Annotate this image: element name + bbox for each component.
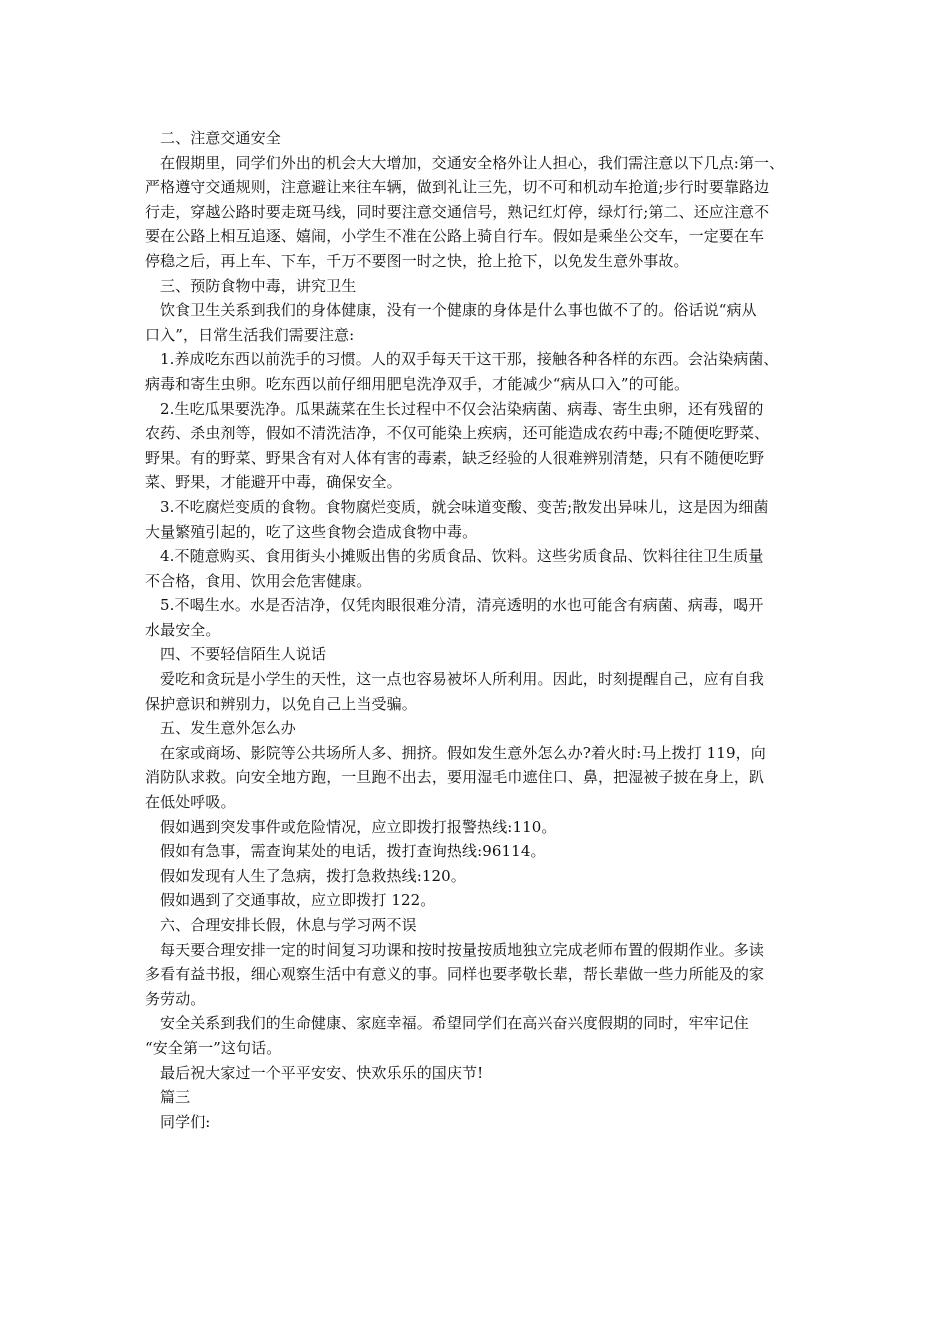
text-line: 5.不喝生水。水是否洁净，仅凭肉眼很难分清，清亮透明的水也可能含有病菌、病毒，喝开: [160, 596, 764, 615]
text-line: 在低处呼吸。: [145, 793, 236, 812]
text-line: 在家或商场、影院等公共场所人多、拥挤。假如发生意外怎么办?着火时:马上拨打 119，向: [160, 743, 766, 762]
text-line: 大量繁殖引起的，吃了这些食物会造成食物中毒。: [145, 522, 478, 541]
text-line: 五、发生意外怎么办: [160, 719, 296, 738]
text-line: 保护意识和辨别力，以免自己上当受骗。: [145, 694, 417, 713]
text-line: 每天要合理安排一定的时间复习功课和按时按量按质地独立完成老师布置的假期作业。多读: [160, 940, 765, 959]
document-body: [145, 126, 810, 1134]
text-line: 六、合理安排长假，休息与学习两不误: [160, 916, 417, 934]
text-line: 1.养成吃东西以前洗手的习惯。人的双手每天干这干那，接触各种各样的东西。会沾染病菌、: [160, 350, 779, 369]
text-line: 假如发现有人生了急病，拨打急救热线:120。: [160, 866, 466, 885]
text-line: 最后祝大家过一个平平安安、快欢乐乐的国庆节!: [160, 1063, 484, 1082]
text-line: 菜、野果，才能避开中毒，确保安全。: [145, 473, 402, 492]
text-line: 3.不吃腐烂变质的食物。食物腐烂变质，就会味道变酸、变苦;散发出异味儿，这是因为细菌: [160, 497, 769, 516]
text-line: 4.不随意购买、食用街头小摊贩出售的劣质食品、饮料。这些劣质食品、饮料往往卫生质量: [160, 547, 764, 566]
text-line: 停稳之后，再上车、下车，千万不要图一时之快，抢上抢下，以免发生意外事故。: [145, 251, 689, 270]
text-line: 同学们:: [160, 1112, 211, 1131]
text-line: 爱吃和贪玩是小学生的天性，这一点也容易被坏人所利用。因此，时刻提醒自己，应有自我: [160, 670, 765, 689]
text-line: 农药、杀虫剂等，假如不清洗洁净，不仅可能染上疾病，还可能造成农药中毒;不随便吃野菜、: [145, 424, 770, 443]
text-line: 2.生吃瓜果要洗净。瓜果蔬菜在生长过程中不仅会沾染病菌、病毒、寄生虫卵，还有残留的: [160, 399, 764, 418]
text-line: 行走，穿越公路时要走斑马线，同时要注意交通信号，熟记红灯停，绿灯行;第二、还应注意不: [145, 202, 770, 221]
text-line: 务劳动。: [145, 989, 206, 1008]
text-line: 在假期里，同学们外出的机会大大增加，交通安全格外让人担心，我们需注意以下几点:第一、: [160, 153, 785, 172]
text-line: 安全关系到我们的生命健康、家庭幸福。希望同学们在高兴奋兴度假期的同时，牢牢记住: [160, 1014, 749, 1033]
text-line: 病毒和寄生虫卵。吃东西以前仔细用肥皂洗净双手，才能减少“病从口入”的可能。: [145, 374, 690, 393]
text-line: 假如遇到了交通事故，应立即拨打 122。: [160, 891, 436, 910]
text-line: 不合格，食用、饮用会危害健康。: [145, 571, 372, 590]
text-line: 水最安全。: [145, 620, 221, 639]
text-line: 口入”，日常生活我们需要注意:: [145, 325, 355, 344]
text-line: 饮食卫生关系到我们的身体健康，没有一个健康的身体是什么事也做不了的。俗话说“病从: [160, 301, 757, 320]
text-line: 多看有益书报，细心观察生活中有意义的事。同样也要孝敬长辈，帮长辈做一些力所能及的家: [145, 965, 765, 984]
text-line: 消防队求救。向安全地方跑，一旦跑不出去，要用湿毛巾遮住口、鼻，把湿被子披在身上，趴: [145, 768, 765, 787]
text-line: 假如遇到突发事件或危险情况，应立即拨打报警热线:110。: [160, 817, 557, 836]
text-line: 野果。有的野菜、野果含有对人体有害的毒素，缺乏经验的人很难辨别清楚，只有不随便吃野: [145, 448, 765, 467]
text-line: 严格遵守交通规则，注意避让来往车辆，做到礼让三先，切不可和机动车抢道;步行时要靠路边: [145, 178, 770, 197]
text-line: “安全第一”这句话。: [145, 1038, 282, 1057]
text-line: 二、注意交通安全: [160, 129, 281, 147]
text-line: 要在公路上相互追逐、嬉闹，小学生不准在公路上骑自行车。假如是乘坐公交车，一定要在车: [145, 227, 765, 246]
text-line: 三、预防食物中毒，讲究卫生: [160, 276, 357, 295]
text-line: 四、不要轻信陌生人说话: [160, 645, 327, 664]
text-line: 假如有急事，需查询某处的电话，拨打查询热线:96114。: [160, 842, 546, 861]
text-line: 篇三: [160, 1088, 191, 1107]
